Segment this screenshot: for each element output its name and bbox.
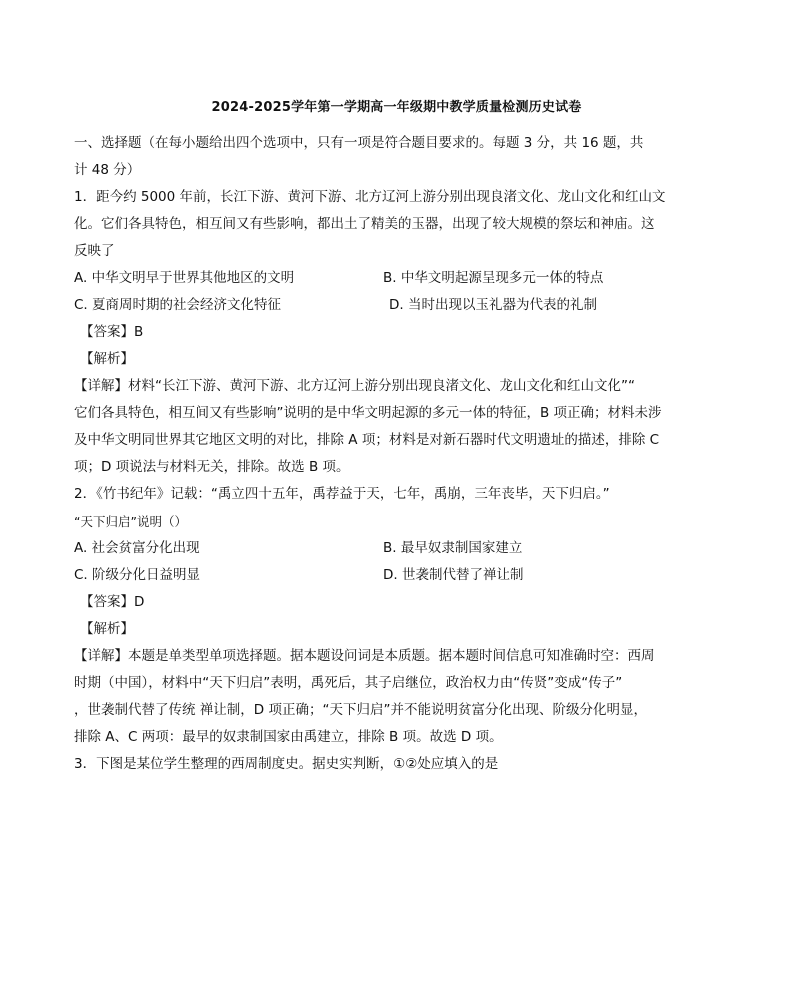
exam-title: 2024-2025学年第一学期高一年级期中教学质量检测历史试卷 [211, 100, 582, 115]
question-1-option-b: B. 中华文明起源呈现多元一体的特点 [383, 270, 604, 286]
question-1-stem-line-3: 反映了 [74, 243, 115, 259]
question-2-analysis-label: 【解析】 [80, 621, 134, 637]
question-2-option-c: C. 阶级分化日益明显 [74, 567, 201, 583]
question-2-options-row-1 [74, 535, 684, 562]
question-1-detail-line-4: 项；D 项说法与材料无关，排除。故选 B 项。 [74, 459, 350, 475]
question-1-options-row-2 [74, 292, 684, 319]
question-2-stem-line-1: 2．《竹书纪年》记载：“禹立四十五年，禹荐益于天，七年，禹崩，三年丧毕，天下归启。” [74, 486, 610, 502]
question-1-answer: 【答案】B [80, 324, 144, 340]
question-1-option-d: D. 当时出现以玉礼器为代表的礼制 [389, 297, 597, 313]
question-2-answer: 【答案】D [80, 594, 145, 610]
question-2-option-d: D. 世袭制代替了禅让制 [383, 567, 524, 583]
section-intro-line-2: 计 48 分） [74, 162, 141, 178]
question-2-detail-line-3: ，世袭制代替了传统 禅让制，D 项正确；“天下归启”并不能说明贫富分化出现、阶级分化明显， [74, 702, 647, 718]
question-1-analysis-label: 【解析】 [80, 351, 134, 367]
question-3 [74, 751, 684, 778]
exam-content [74, 130, 684, 778]
question-2-options-row-2 [74, 562, 684, 589]
question-1-detail-line-2: 它们各具特色，相互间又有些影响”说明的是中华文明起源的多元一体的特征，B 项正确；材料未涉 [74, 405, 662, 421]
question-1-options-row-1 [74, 265, 684, 292]
question-1-detail-line-1: 【详解】材料“长江下游、黄河下游、北方辽河上游分别出现良渚文化、龙山文化和红山文化”“ [74, 378, 635, 394]
question-2-stem-line-2: “天下归启”说明（） [74, 514, 187, 529]
question-3-stem-line-1: 3．下图是某位学生整理的西周制度史。据史实判断，①②处应填入的是 [74, 756, 499, 772]
question-1-option-a: A. 中华文明早于世界其他地区的文明 [74, 270, 295, 286]
question-2-detail-line-4: 排除 A、C 两项：最早的奴隶制国家由禹建立，排除 B 项。故选 D 项。 [74, 729, 503, 745]
question-1-stem-line-2: 化。它们各具特色，相互间又有些影响，都出土了精美的玉器，出现了较大规模的祭坛和神庙。这 [74, 216, 655, 232]
question-2-option-b: B. 最早奴隶制国家建立 [383, 540, 523, 556]
question-1-option-c: C. 夏商周时期的社会经济文化特征 [74, 297, 282, 313]
question-2 [74, 481, 684, 751]
question-2-option-a: A. 社会贫富分化出现 [74, 540, 200, 556]
question-2-detail-line-2: 时期（中国），材料中“天下归启”表明，禹死后，其子启继位，政治权力由“传贤”变成“传子” [74, 675, 623, 691]
question-1-detail-line-3: 及中华文明同世界其它地区文明的对比，排除 A 项；材料是对新石器时代文明遗址的描述，排除 C [74, 432, 660, 448]
question-1 [74, 184, 684, 481]
section-intro-line-1: 一、选择题（在每小题给出四个选项中，只有一项是符合题目要求的。每题 3 分，共 16 题，共 [74, 135, 644, 151]
question-1-stem-line-1: 1．距今约 5000 年前，长江下游、黄河下游、北方辽河上游分别出现良渚文化、龙山文化和红山文 [74, 189, 666, 205]
question-2-detail-line-1: 【详解】本题是单类型单项选择题。据本题设问词是本质题。据本题时间信息可知准确时空：西周 [74, 648, 655, 664]
